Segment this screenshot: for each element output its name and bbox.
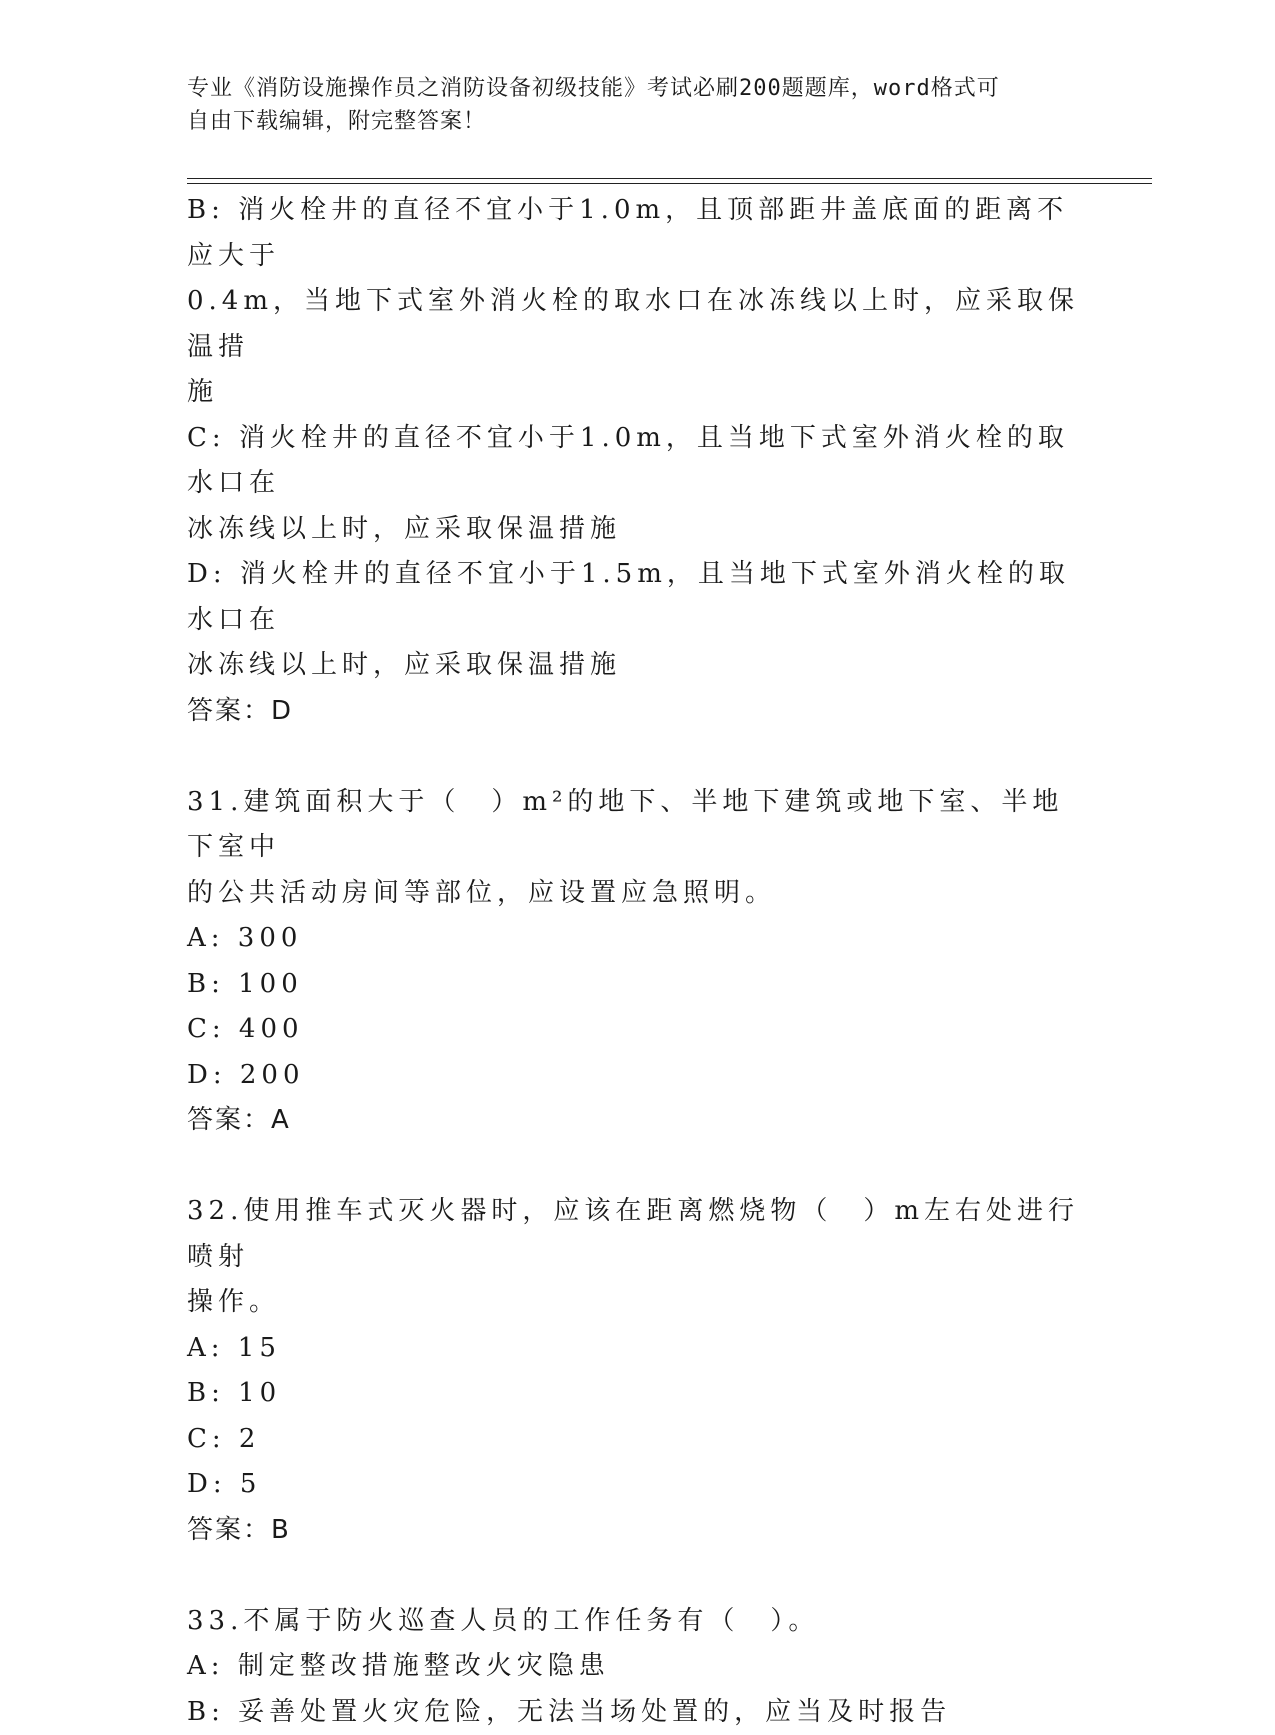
question-31 — [187, 780, 1087, 1144]
option-c-line-2: 冰冻线以上时，应采取保温措施 — [187, 507, 1087, 553]
header-line-2: 自由下载编辑，附完整答案！ — [187, 105, 1067, 138]
header-line-1: 专业《消防设施操作员之消防设备初级技能》考试必刷200题题库，word格式可 — [187, 72, 1067, 105]
spacer — [187, 734, 1087, 780]
question-30-continued — [187, 188, 1087, 734]
question-stem-line-2: 的公共活动房间等部位，应设置应急照明。 — [187, 871, 1087, 917]
question-stem-line-1: 31.建筑面积大于（ ）m²的地下、半地下建筑或地下室、半地下室中 — [187, 780, 1087, 871]
option-d-line-2: 冰冻线以上时，应采取保温措施 — [187, 643, 1087, 689]
question-stem-line-1: 32.使用推车式灭火器时，应该在距离燃烧物（ ）m左右处进行喷射 — [187, 1189, 1087, 1280]
option-b-line-3: 施 — [187, 370, 1087, 416]
option-b: B: 100 — [187, 962, 1087, 1008]
answer: 答案：D — [187, 689, 1087, 735]
answer: 答案：B — [187, 1508, 1087, 1554]
option-a: A: 300 — [187, 916, 1087, 962]
option-b-line-2: 0.4m，当地下式室外消火栓的取水口在冰冻线以上时，应采取保温措 — [187, 279, 1087, 370]
header-rule-bottom — [187, 183, 1152, 184]
option-d: D: 5 — [187, 1462, 1087, 1508]
question-33 — [187, 1599, 1087, 1735]
option-c: C: 2 — [187, 1417, 1087, 1463]
spacer — [187, 1144, 1087, 1190]
option-c-line-1: C: 消火栓井的直径不宜小于1.0m，且当地下式室外消火栓的取水口在 — [187, 416, 1087, 507]
answer: 答案：A — [187, 1098, 1087, 1144]
option-d-line-1: D: 消火栓井的直径不宜小于1.5m，且当地下式室外消火栓的取水口在 — [187, 552, 1087, 643]
document-body — [187, 188, 1087, 1735]
option-a: A: 15 — [187, 1326, 1087, 1372]
option-b: B: 妥善处置火灾危险，无法当场处置的，应当及时报告 — [187, 1690, 1087, 1735]
header-rule-top — [187, 178, 1152, 179]
question-stem-line-1: 33.不属于防火巡查人员的工作任务有（ ）。 — [187, 1599, 1087, 1645]
spacer — [187, 1553, 1087, 1599]
question-32 — [187, 1189, 1087, 1553]
option-d: D: 200 — [187, 1053, 1087, 1099]
option-b: B: 10 — [187, 1371, 1087, 1417]
option-a: A: 制定整改措施整改火灾隐患 — [187, 1644, 1087, 1690]
document-header — [187, 72, 1067, 138]
question-stem-line-2: 操作。 — [187, 1280, 1087, 1326]
option-b-line-1: B: 消火栓井的直径不宜小于1.0m，且顶部距井盖底面的距离不应大于 — [187, 188, 1087, 279]
option-c: C: 400 — [187, 1007, 1087, 1053]
